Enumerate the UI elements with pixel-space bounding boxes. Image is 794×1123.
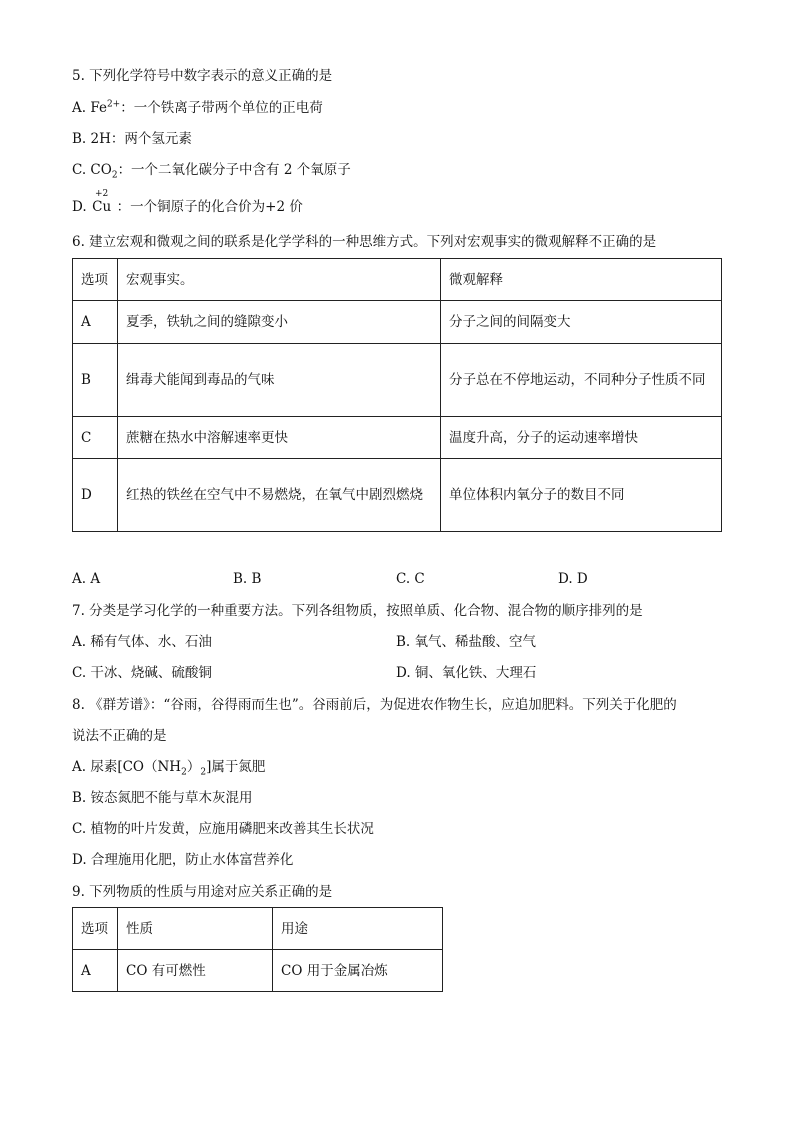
q6-option-a: A. A — [72, 571, 101, 587]
q6-stem: 6. 建立宏观和微观之间的联系是化学学科的一种思维方式。下列对宏观事实的微观解释不正确的是 — [72, 234, 657, 250]
header-cell: 宏观事实。 — [118, 259, 441, 301]
option-cell: A — [73, 950, 118, 992]
table-header-row — [73, 259, 722, 301]
q7-option-d: D. 铜、氧化铁、大理石 — [396, 665, 537, 681]
q6-option-c: C. C — [396, 571, 425, 587]
q8-stem-line2: 说法不正确的是 — [72, 728, 167, 744]
q8-stem-line1: 8. 《群芳谱》：“谷雨，谷得雨而生也”。谷雨前后，为促进农作物生长，应追加肥料。下列关于化肥的 — [72, 697, 677, 713]
explain-cell: 分子总在不停地运动，不同种分子性质不同 — [441, 344, 722, 417]
use-cell: CO 用于金属冶炼 — [273, 950, 443, 992]
header-cell: 性质 — [118, 908, 273, 950]
option-cell: B — [73, 344, 118, 417]
option-cell: C — [73, 417, 118, 459]
header-cell: 选项 — [73, 908, 118, 950]
q5-option-c: C. $CO_2$：一个二氧化碳分子中含有 2 个氧原子 — [72, 162, 351, 181]
table-row — [73, 417, 722, 459]
q5-option-a: A. $Fe^{2+}$：一个铁离子带两个单位的正电荷 — [72, 99, 323, 116]
q9-table — [72, 907, 443, 992]
q6-table — [72, 258, 722, 532]
option-cell: D — [73, 459, 118, 532]
fact-cell: 蔗糖在热水中溶解速率更快 — [118, 417, 441, 459]
q8-option-a: A. 尿素$[CO(NH_2)_2]$属于氮肥 — [72, 759, 266, 778]
q7-option-b: B. 氧气、稀盐酸、空气 — [396, 634, 537, 650]
fact-cell: 夏季，铁轨之间的缝隙变小 — [118, 301, 441, 344]
q7-option-a: A. 稀有气体、水、石油 — [72, 634, 212, 650]
header-cell: 微观解释 — [441, 259, 722, 301]
fact-cell: 红热的铁丝在空气中不易燃烧，在氧气中剧烈燃烧 — [118, 459, 441, 532]
header-cell: 选项 — [73, 259, 118, 301]
table-row — [73, 459, 722, 532]
q8-option-b: B. 铵态氮肥不能与草木灰混用 — [72, 790, 253, 806]
property-cell: CO 有可燃性 — [118, 950, 273, 992]
q8-option-d: D. 合理施用化肥，防止水体富营养化 — [72, 852, 294, 868]
q6-option-d: D. D — [558, 571, 588, 587]
explain-cell: 分子之间的间隔变大 — [441, 301, 722, 344]
fact-cell: 缉毒犬能闻到毒品的气味 — [118, 344, 441, 417]
q9-stem: 9. 下列物质的性质与用途对应关系正确的是 — [72, 884, 333, 900]
copper-valence-symbol: +2 Cu — [92, 189, 112, 215]
q5-stem: 5. 下列化学符号中数字表示的意义正确的是 — [72, 68, 333, 84]
q8-option-c: C. 植物的叶片发黄，应施用磷肥来改善其生长状况 — [72, 821, 374, 837]
q5-option-d: D. +2 Cu ：一个铜原子的化合价为+2 价 — [72, 189, 303, 215]
table-row — [73, 301, 722, 344]
option-cell: A — [73, 301, 118, 344]
q5-option-b: B. 2H：两个氢元素 — [72, 131, 192, 147]
table-row — [73, 344, 722, 417]
explain-cell: 单位体积内氧分子的数目不同 — [441, 459, 722, 532]
table-header-row — [73, 908, 443, 950]
q6-option-b: B. B — [233, 571, 262, 587]
table-row — [73, 950, 443, 992]
header-cell: 用途 — [273, 908, 443, 950]
q7-stem: 7. 分类是学习化学的一种重要方法。下列各组物质，按照单质、化合物、混合物的顺序排列的是 — [72, 603, 643, 619]
q7-option-c: C. 干冰、烧碱、硫酸铜 — [72, 665, 212, 681]
explain-cell: 温度升高，分子的运动速率增快 — [441, 417, 722, 459]
